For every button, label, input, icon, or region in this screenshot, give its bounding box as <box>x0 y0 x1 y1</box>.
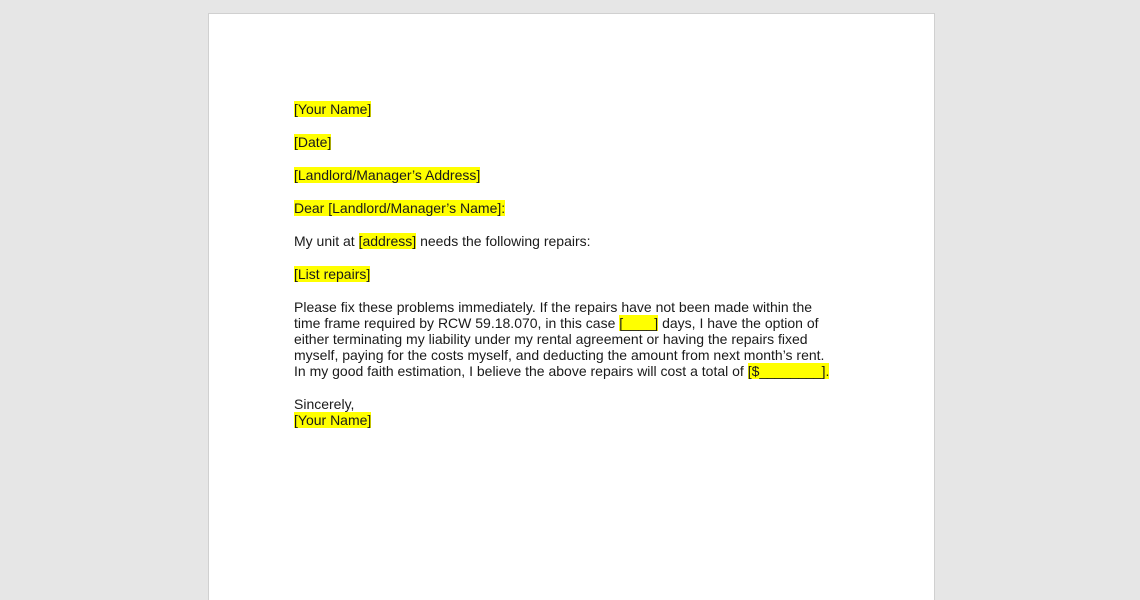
unit-line <box>294 233 854 249</box>
unit-line-suffix: needs the following repairs: <box>416 233 591 249</box>
body-paragraph <box>294 299 854 379</box>
body-line-4: myself, paying for the costs myself, and deducting the amount from next month’s rent. <box>294 347 825 363</box>
body-line-3: either terminating my liability under my rental agreement or having the repairs fixed <box>294 331 808 347</box>
letter-body <box>294 101 854 428</box>
signature-placeholder: [Your Name] <box>294 412 372 428</box>
body-line-2-suffix: days, I have the option of <box>658 315 819 331</box>
repairs-list-placeholder: [List repairs] <box>294 266 371 282</box>
body-line-5 <box>294 363 854 379</box>
sender-name-line <box>294 101 854 117</box>
landlord-address-placeholder: [Landlord/Manager’s Address] <box>294 167 481 183</box>
signature-line <box>294 412 854 428</box>
date-placeholder: [Date] <box>294 134 332 150</box>
body-line-1: Please fix these problems immediately. If the repairs have not been made within the <box>294 299 813 315</box>
cost-placeholder: [$________]. <box>747 363 830 379</box>
salutation-line <box>294 200 854 216</box>
body-line-2-prefix: time frame required by RCW 59.18.070, in this case <box>294 315 620 331</box>
salutation-placeholder: Dear [Landlord/Manager’s Name]: <box>294 200 506 216</box>
closing-line: Sincerely, <box>294 396 355 412</box>
address-placeholder: [address] <box>358 233 417 249</box>
body-line-5-prefix: In my good faith estimation, I believe the above repairs will cost a total of <box>294 363 748 379</box>
date-line <box>294 134 854 150</box>
sender-name-placeholder: [Your Name] <box>294 101 372 117</box>
unit-line-prefix: My unit at <box>294 233 359 249</box>
body-line-2 <box>294 315 854 331</box>
repairs-list-line <box>294 266 854 282</box>
days-placeholder: [____] <box>619 315 659 331</box>
document-page <box>208 13 935 600</box>
landlord-address-line <box>294 167 854 183</box>
